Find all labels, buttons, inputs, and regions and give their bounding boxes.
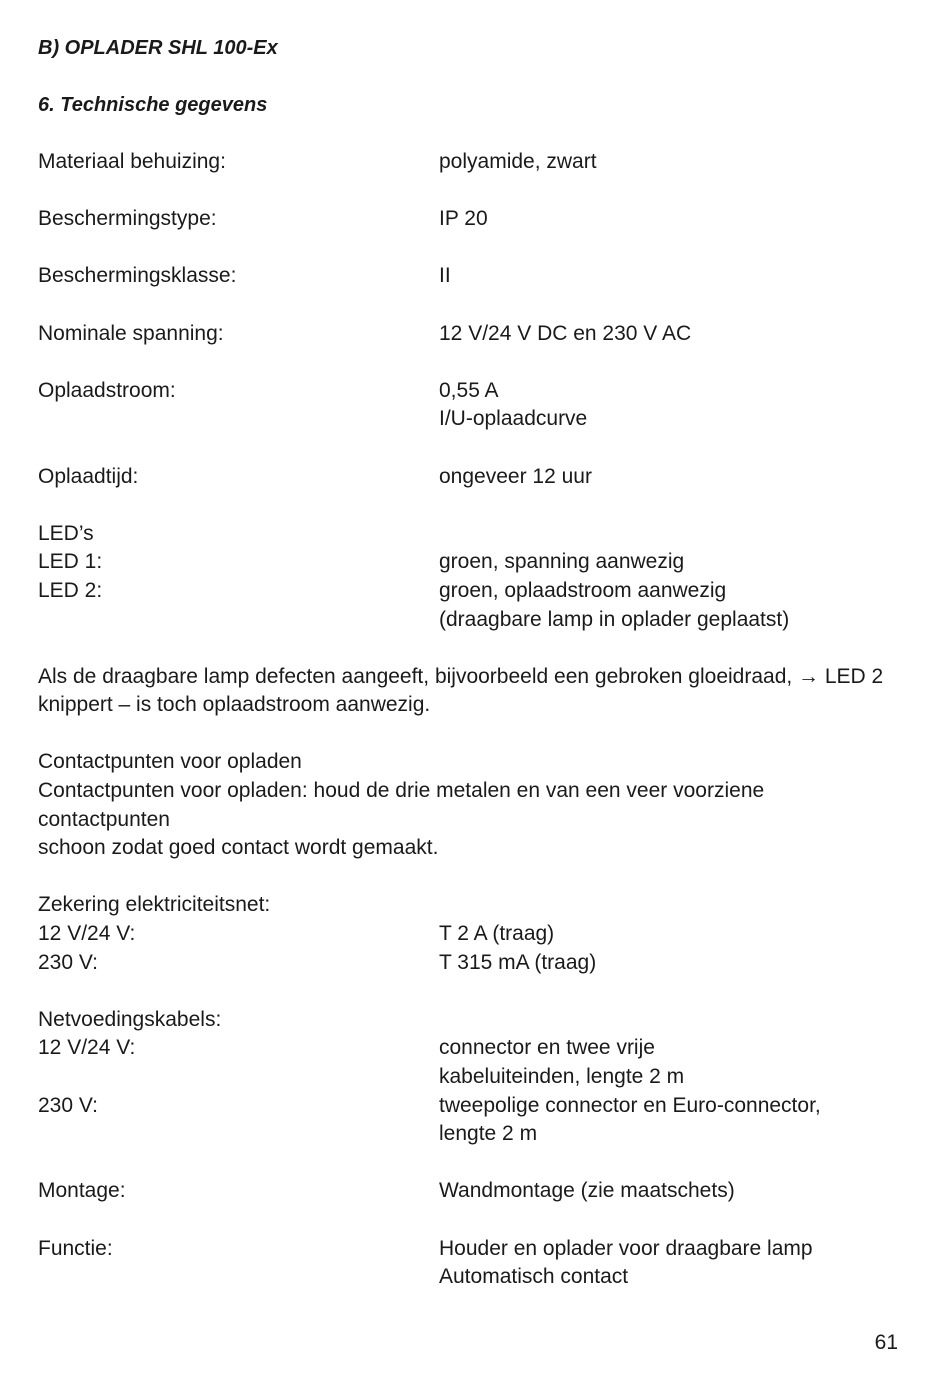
- spec-value: 0,55 A: [439, 378, 499, 402]
- spec-label: Oplaadstroom:: [38, 378, 176, 402]
- spec-label: LED 1:: [38, 550, 103, 574]
- leds-title: [38, 520, 888, 549]
- spec-row-material: [38, 148, 888, 177]
- spec-label: Beschermingstype:: [38, 207, 217, 231]
- spec-value: ongeveer 12 uur: [439, 464, 592, 488]
- spec-value: T 2 A (traag): [439, 922, 555, 946]
- spec-label: 12 V/24 V:: [38, 1036, 136, 1060]
- spec-value: 12 V/24 V DC en 230 V AC: [439, 321, 692, 345]
- spec-label: Montage:: [38, 1179, 126, 1203]
- spec-row-cable-12v: [38, 1034, 888, 1063]
- contacts-text-line: Contactpunten voor opladen: houd de drie metalen en van een veer voorziene contactpunten: [38, 779, 765, 831]
- spec-row-charge-time: [38, 463, 888, 492]
- spec-row-protection-type: [38, 205, 888, 234]
- spec-value: groen, oplaadstroom aanwezig: [439, 578, 727, 602]
- contacts-text-line: schoon zodat goed contact wordt gemaakt.: [38, 836, 439, 860]
- spec-row-mounting: [38, 1177, 888, 1206]
- spec-row-function: [38, 1235, 888, 1264]
- spec-value: I/U-oplaadcurve: [439, 407, 588, 431]
- spec-value: T 315 mA (traag): [439, 950, 597, 974]
- spec-row-fuse-230v: [38, 949, 888, 978]
- spec-label: Functie:: [38, 1236, 113, 1260]
- spec-row-fuse-12v: [38, 920, 888, 949]
- spec-row-voltage: [38, 320, 888, 349]
- contacts-text: [38, 777, 888, 863]
- subsection-title: 6. Technische gegevens: [38, 94, 268, 116]
- spec-row-cable-230v: [38, 1092, 888, 1121]
- page-number: 61: [874, 1331, 898, 1354]
- spec-label: LED’s: [38, 521, 94, 545]
- spec-value: polyamide, zwart: [439, 150, 597, 173]
- spec-row-protection-class: [38, 262, 888, 291]
- spec-value: tweepolige connector en Euro-connector,: [439, 1093, 821, 1117]
- spec-label: Beschermingsklasse:: [38, 264, 237, 288]
- spec-label: Nominale spanning:: [38, 321, 224, 345]
- spec-label: Oplaadtijd:: [38, 464, 139, 488]
- spec-row-current: [38, 377, 888, 406]
- spec-label: 12 V/24 V:: [38, 922, 136, 946]
- spec-row-led2: [38, 577, 888, 606]
- defect-note: [38, 663, 888, 720]
- spec-label: 230 V:: [38, 950, 98, 974]
- spec-value: IP 20: [439, 207, 488, 231]
- defect-note-line: Als de draagbare lamp defecten aangeeft, bijvoorbeeld een gebroken gloeidraad, → LED 2: [38, 664, 884, 688]
- fuse-title: Zekering elektriciteitsnet:: [38, 893, 271, 917]
- defect-note-line: knippert – is toch oplaadstroom aanwezig.: [38, 693, 431, 717]
- spec-value: Wandmontage (zie maatschets): [439, 1179, 735, 1203]
- document-page: [38, 34, 888, 1292]
- spec-label: Materiaal behuizing:: [38, 150, 226, 173]
- contacts-title: Contactpunten voor opladen: [38, 750, 302, 774]
- spec-label: 230 V:: [38, 1093, 98, 1117]
- spec-label: LED 2:: [38, 578, 103, 602]
- spec-value: (draagbare lamp in oplader geplaatst): [439, 607, 790, 631]
- spec-value: groen, spanning aanwezig: [439, 550, 685, 574]
- spec-row-led1: [38, 548, 888, 577]
- cables-title: Netvoedingskabels:: [38, 1007, 222, 1031]
- spec-value: Automatisch contact: [439, 1265, 629, 1289]
- spec-value: kabeluiteinden, lengte 2 m: [439, 1065, 685, 1088]
- spec-value: Houder en oplader voor draagbare lamp: [439, 1236, 813, 1260]
- spec-value: II: [439, 264, 451, 288]
- section-title: B) OPLADER SHL 100-Ex: [38, 37, 278, 59]
- spec-value: connector en twee vrije: [439, 1036, 655, 1060]
- spec-value: lengte 2 m: [439, 1122, 538, 1146]
